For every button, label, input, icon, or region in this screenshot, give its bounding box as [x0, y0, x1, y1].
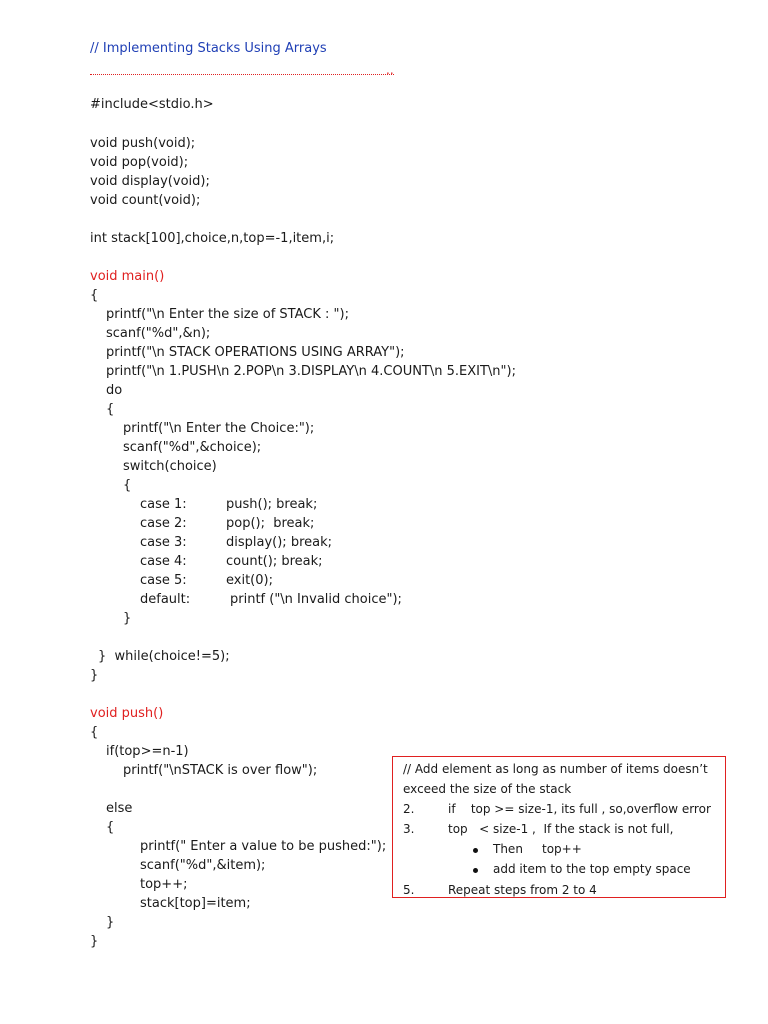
- code-include: #include<stdio.h>: [90, 97, 214, 112]
- case-action: pop(); break;: [226, 516, 315, 531]
- code-proto-count: void count(void);: [90, 193, 201, 208]
- code-line: scanf("%d",&n);: [106, 326, 211, 341]
- note-step-text: if top >= size-1, its full , so,overflow error: [448, 802, 711, 816]
- code-line: printf("\n Enter the size of STACK : ");: [106, 307, 349, 322]
- code-switch-open-brace: {: [123, 478, 132, 493]
- bullet-icon: [473, 868, 478, 873]
- code-else-close-brace: }: [106, 915, 115, 930]
- page-title: // Implementing Stacks Using Arrays: [90, 41, 327, 56]
- note-step-number: 5.: [403, 883, 415, 897]
- code-do-keyword: do: [106, 383, 123, 398]
- note-step-text: Repeat steps from 2 to 4: [448, 883, 597, 897]
- code-main-open-brace: {: [90, 288, 99, 303]
- note-step-number: 3.: [403, 822, 415, 836]
- case-label: case 2:: [140, 516, 187, 531]
- code-do-open-brace: {: [106, 402, 115, 417]
- code-line: stack[top]=item;: [140, 896, 251, 911]
- code-proto-pop: void pop(void);: [90, 155, 189, 170]
- case-label: case 1:: [140, 497, 187, 512]
- code-else-open-brace: {: [106, 820, 115, 835]
- code-if: if(top>=n-1): [106, 744, 189, 759]
- divider-end-marks: ..: [386, 63, 394, 77]
- code-push-close-brace: }: [90, 934, 99, 949]
- code-line: top++;: [140, 877, 188, 892]
- code-line: printf("\n Enter the Choice:");: [123, 421, 315, 436]
- note-line: // Add element as long as number of items doesn’t: [403, 762, 708, 776]
- dotted-divider: [90, 63, 394, 77]
- code-line: printf(" Enter a value to be pushed:");: [140, 839, 387, 854]
- case-label: default:: [140, 592, 191, 607]
- note-step-text: top < size-1 , If the stack is not full,: [448, 822, 674, 836]
- case-action: count(); break;: [226, 554, 323, 569]
- code-push-signature: void push(): [90, 706, 164, 721]
- code-globals: int stack[100],choice,n,top=-1,item,i;: [90, 231, 335, 246]
- case-action: printf ("\n Invalid choice");: [230, 592, 402, 607]
- note-bullet-text: add item to the top empty space: [493, 862, 691, 876]
- case-action: push(); break;: [226, 497, 318, 512]
- case-action: display(); break;: [226, 535, 332, 550]
- code-line: scanf("%d",&item);: [140, 858, 266, 873]
- code-while: } while(choice!=5);: [98, 649, 230, 664]
- case-action: exit(0);: [226, 573, 273, 588]
- algorithm-note-box: [392, 756, 726, 898]
- code-switch-close-brace: }: [123, 611, 132, 626]
- case-label: case 4:: [140, 554, 187, 569]
- code-proto-push: void push(void);: [90, 136, 196, 151]
- code-line: printf("\nSTACK is over flow");: [123, 763, 318, 778]
- code-main-close-brace: }: [90, 668, 99, 683]
- code-line: scanf("%d",&choice);: [123, 440, 262, 455]
- bullet-icon: [473, 848, 478, 853]
- code-switch: switch(choice): [123, 459, 217, 474]
- code-push-open-brace: {: [90, 725, 99, 740]
- code-main-signature: void main(): [90, 269, 165, 284]
- note-bullet-text: Then top++: [493, 842, 582, 856]
- code-line: printf("\n STACK OPERATIONS USING ARRAY");: [106, 345, 405, 360]
- code-else: else: [106, 801, 133, 816]
- note-step-number: 2.: [403, 802, 415, 816]
- code-proto-display: void display(void);: [90, 174, 210, 189]
- note-line: exceed the size of the stack: [403, 782, 572, 796]
- case-label: case 3:: [140, 535, 187, 550]
- case-label: case 5:: [140, 573, 187, 588]
- code-line: printf("\n 1.PUSH\n 2.POP\n 3.DISPLAY\n 4.COUNT\n 5.EXIT\n");: [106, 364, 516, 379]
